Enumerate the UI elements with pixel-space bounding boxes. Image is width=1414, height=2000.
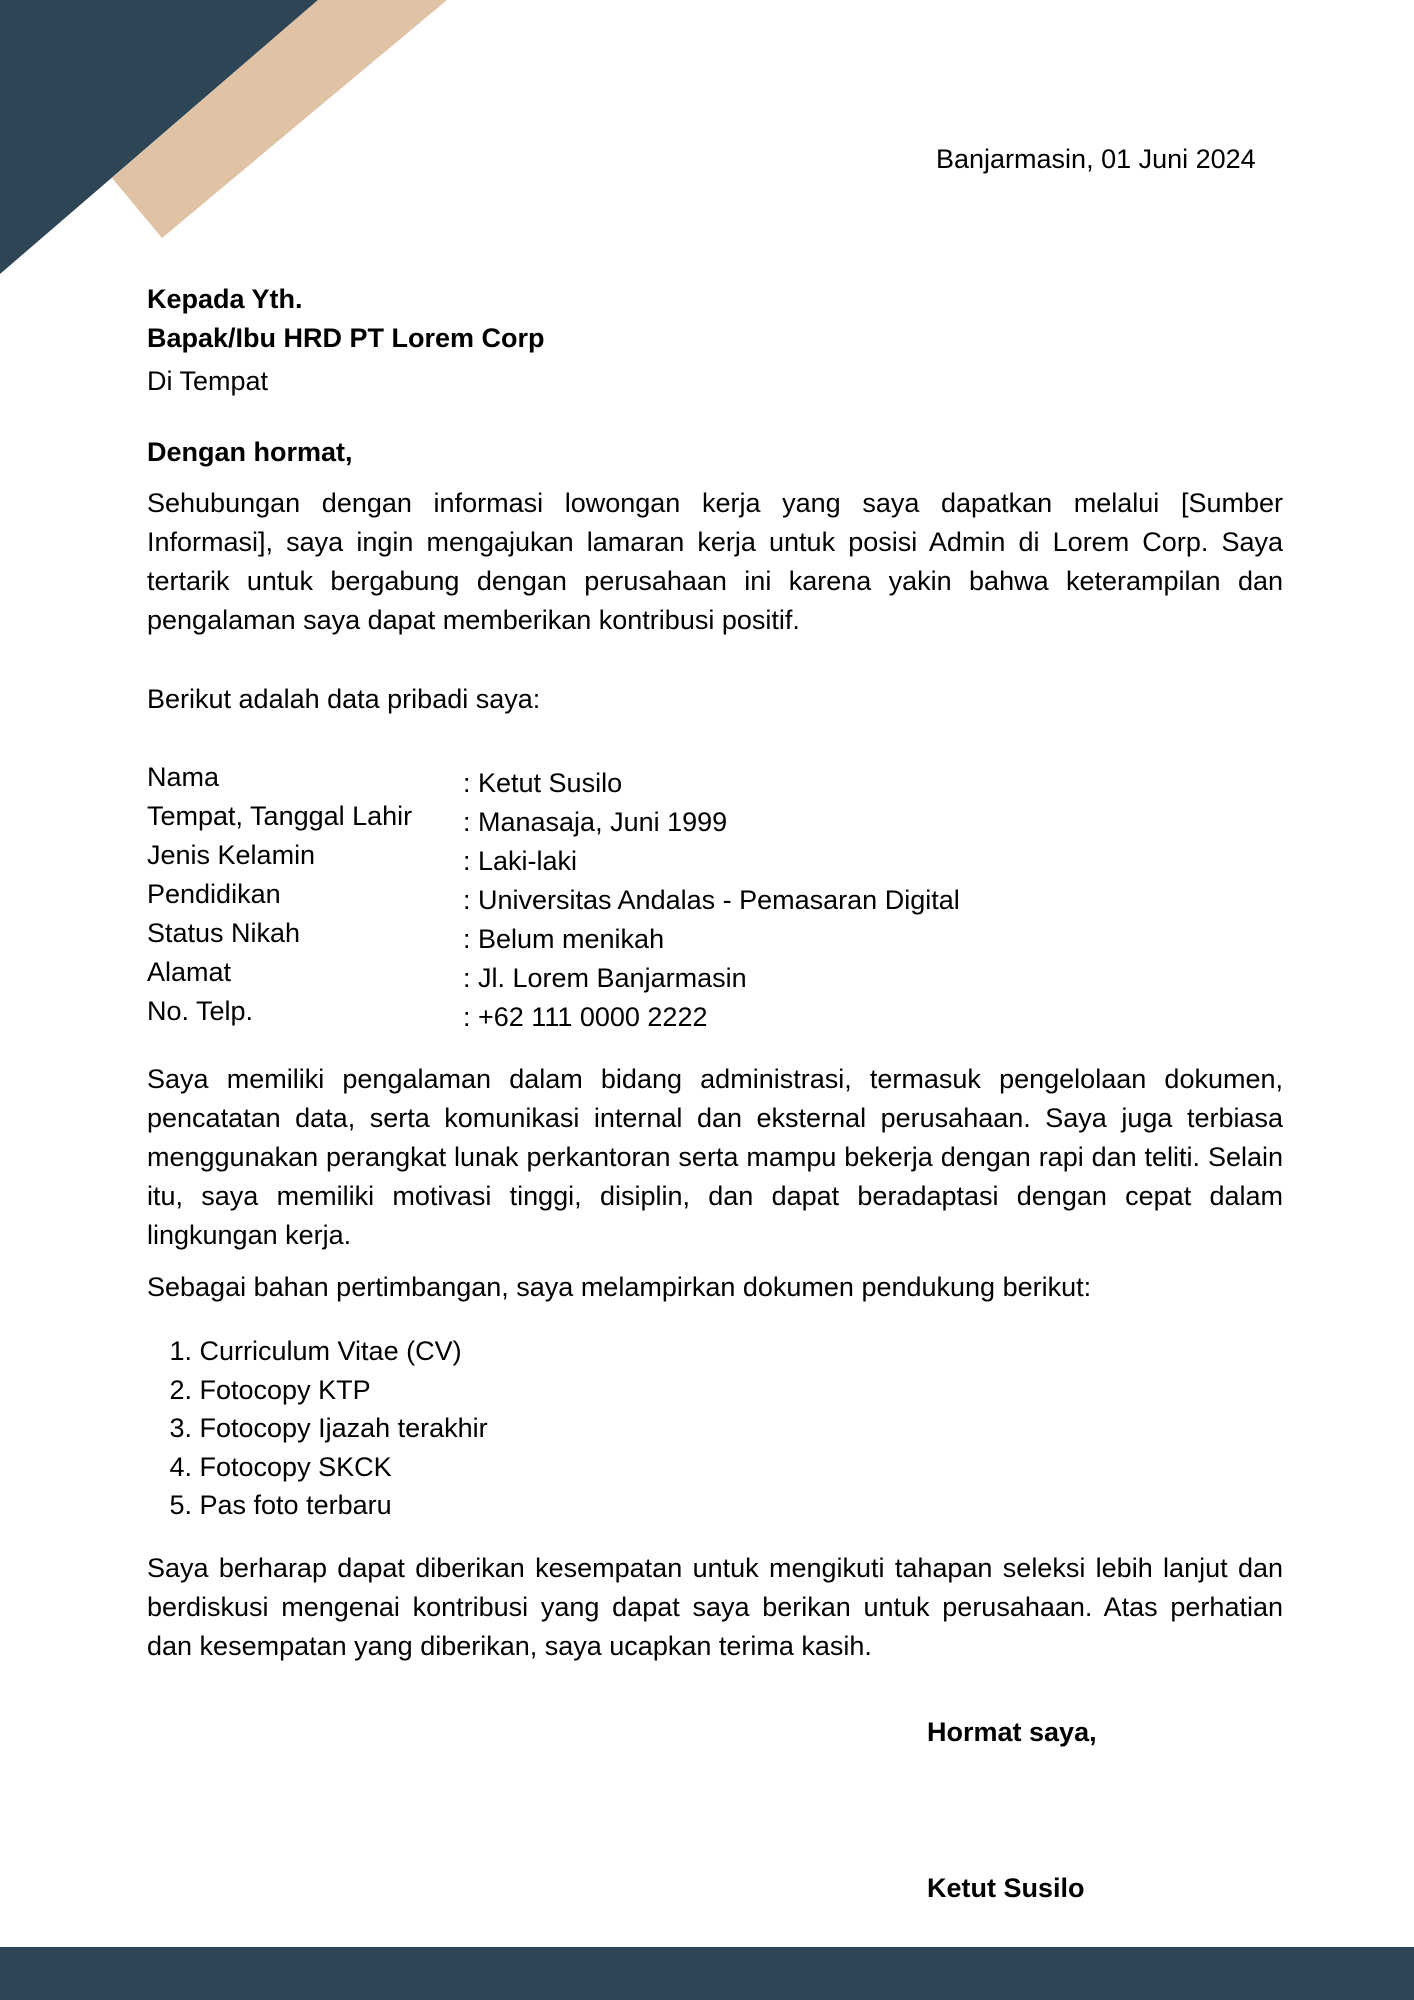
personal-label-birth: Tempat, Tanggal Lahir (147, 801, 413, 831)
attachments-list (147, 1332, 488, 1525)
personal-label-phone: No. Telp. (147, 996, 254, 1026)
list-item-number: 5. (169, 1490, 192, 1520)
list-item-text: Pas foto terbaru (199, 1490, 392, 1520)
list-item-number: 1. (169, 1336, 192, 1366)
personal-value-marital: : Belum menikah (463, 924, 665, 954)
list-item (147, 1448, 488, 1487)
personal-value-education: : Universitas Andalas - Pemasaran Digital (463, 885, 960, 915)
signature-name: Ketut Susilo (927, 1873, 1085, 1903)
list-item-number: 2. (169, 1374, 192, 1405)
attachments-intro: Sebagai bahan pertimbangan, saya melampirkan dokumen pendukung berikut: (147, 1272, 1092, 1302)
personal-label-gender: Jenis Kelamin (147, 840, 316, 870)
list-item-number: 3. (169, 1413, 192, 1443)
list-item-text: Fotocopy KTP (199, 1374, 371, 1405)
footer-band (0, 1947, 1414, 2000)
recipient-line-3: Di Tempat (147, 366, 269, 396)
list-item (147, 1371, 488, 1410)
greeting: Dengan hormat, (147, 437, 353, 467)
list-item (147, 1486, 488, 1525)
personal-value-birth: : Manasaja, Juni 1999 (463, 807, 728, 837)
personal-value-name: : Ketut Susilo (463, 768, 623, 798)
list-item-text: Curriculum Vitae (CV) (199, 1336, 462, 1366)
list-item-number: 4. (169, 1451, 192, 1482)
date-line: Banjarmasin, 01 Juni 2024 (936, 144, 1256, 174)
paragraph-experience: Saya memiliki pengalaman dalam bidang administrasi, termasuk pengelolaan dokumen, pencatatan data, serta komunikasi internal dan eksternal perusahaan. Saya juga terbiasa menggunakan perangkat lunak perkantoran serta mampu bekerja dengan rapi dan teliti. Selain itu, saya memiliki motivasi tinggi, disiplin, dan dapat beradaptasi dengan cepat dalam lingkungan kerja. (147, 1064, 1283, 1250)
list-item (147, 1409, 488, 1448)
personal-label-marital: Status Nikah (147, 918, 301, 948)
paragraph-intro: Sehubungan dengan informasi lowongan kerja yang saya dapatkan melalui [Sumber Informasi], saya ingin mengajukan lamaran kerja untuk posisi Admin di Lorem Corp. Saya tertarik untuk bergabung dengan perusahaan ini karena yakin bahwa keterampilan dan pengalaman saya dapat memberikan kontribusi positif. (147, 488, 1283, 635)
personal-label-address: Alamat (147, 957, 232, 987)
personal-data-intro: Berikut adalah data pribadi saya: (147, 684, 541, 714)
list-item (147, 1332, 488, 1371)
personal-value-address: : Jl. Lorem Banjarmasin (463, 963, 747, 993)
paragraph-closing: Saya berharap dapat diberikan kesempatan untuk mengikuti tahapan seleksi lebih lanjut dan berdiskusi mengenai kontribusi yang dapat saya berikan untuk perusahaan. Atas perhatian dan kesempatan yang diberikan, saya ucapkan terima kasih. (147, 1553, 1283, 1661)
personal-label-education: Pendidikan (147, 879, 281, 909)
recipient-line-1: Kepada Yth. (147, 284, 303, 314)
personal-value-phone: : +62 111 0000 2222 (463, 1002, 708, 1032)
personal-label-name: Nama (147, 762, 220, 792)
list-item-text: Fotocopy SKCK (199, 1451, 392, 1482)
closing-salutation: Hormat saya, (927, 1717, 1097, 1747)
personal-value-gender: : Laki-laki (463, 846, 578, 876)
corner-decoration (0, 0, 460, 290)
recipient-line-2: Bapak/Ibu HRD PT Lorem Corp (147, 323, 545, 353)
list-item-text: Fotocopy Ijazah terakhir (199, 1413, 488, 1443)
